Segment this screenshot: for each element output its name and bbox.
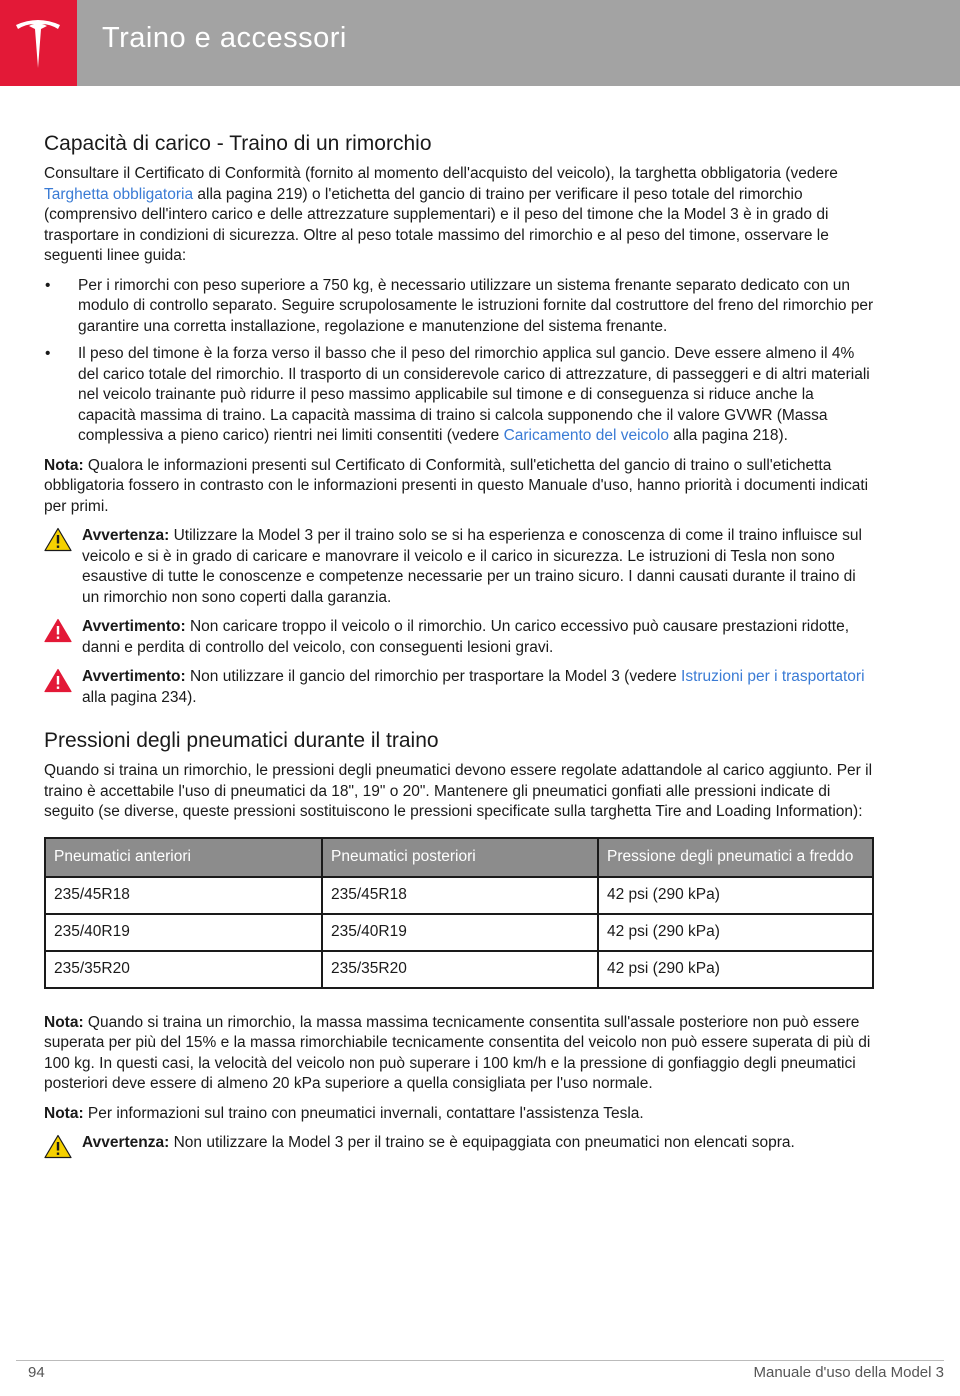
table-header-cell: Pneumatici anteriori bbox=[45, 838, 322, 877]
table-cell: 235/35R20 bbox=[322, 951, 598, 988]
tire-pressure-intro: Quando si traina un rimorchio, le pressioni degli pneumatici devono essere regolate adattandole al carico aggiunto. Per il traino è accettabile l'uso di pneumatici da 18", 19" o 20". Mantenere gli pneumatici gonfiati alle pressioni indicate di seguito (se diverse, queste pressioni sostituiscono le pressioni specificate sulla targhetta Tire and Loading Information): bbox=[44, 762, 873, 820]
table-row bbox=[45, 877, 873, 914]
table-row bbox=[45, 914, 873, 951]
warning-label: Avvertimento: bbox=[82, 668, 186, 685]
page-content bbox=[44, 131, 874, 1163]
tesla-logo-icon bbox=[0, 0, 77, 86]
footer-document-title: Manuale d'uso della Model 3 bbox=[753, 1364, 944, 1381]
note-paragraph: Nota: Quando si traina un rimorchio, la massa massima tecnicamente consentita sull'assale posteriore non può essere superata per più del 15% e la massa rimorchiabile tecnicamente consentita del veicolo non può essere superata di più di 100 kg. In questi casi, la velocità del veicolo non può superare i 100 km/h e la pressione di gonfiaggio degli pneumatici posteriori deve essere di almeno 20 kPa superiore a quella consigliata per l'uso normale. bbox=[44, 1013, 871, 1092]
link-istruzioni-trasportatori[interactable]: Istruzioni per i trasportatori bbox=[681, 668, 865, 685]
note-paragraph: Nota: Per informazioni sul traino con pneumatici invernali, contattare l'assistenza Tesla. bbox=[44, 1104, 644, 1122]
note-label: Nota: bbox=[44, 456, 84, 474]
warning-label: Avvertimento: bbox=[82, 618, 186, 635]
table-cell: 235/40R19 bbox=[322, 914, 598, 951]
bullet-icon: • bbox=[45, 345, 51, 362]
table-header-row bbox=[45, 838, 873, 877]
bullet-icon: • bbox=[45, 276, 51, 294]
caution-callout: Avvertenza: Utilizzare la Model 3 per il traino solo se si ha esperienza e conoscenza di come il traino influisce sul veicolo e si è in grado di caricare e manovrare il veicolo e il carico in sicurezza. Le istruzioni di Tesla non sono esaustive di tutte le conoscenze e competenze necessarie per un traino sicuro. I danni causati durante il traino di un rimorchio non sono coperti dalla garanzia. bbox=[44, 526, 874, 608]
warning-triangle-icon bbox=[44, 668, 72, 693]
caution-label: Avvertenza: bbox=[82, 1134, 170, 1151]
link-caricamento-veicolo[interactable]: Caricamento del veicolo bbox=[503, 427, 669, 444]
note-paragraph: Nota: Qualora le informazioni presenti sul Certificato di Conformità, sull'etichetta del gancio di traino o sull'etichetta obbligatoria fossero in contrasto con le informazioni presenti in questo Manuale d'uso, hanno priorità i documenti indicati per primi. bbox=[44, 456, 869, 515]
page-number: 94 bbox=[28, 1364, 45, 1381]
page-header bbox=[0, 0, 960, 86]
table-cell: 235/40R19 bbox=[45, 914, 322, 951]
footer-divider bbox=[16, 1360, 944, 1361]
header-title: Traino e accessori bbox=[102, 22, 347, 54]
table-cell: 235/45R18 bbox=[45, 877, 322, 914]
warning-callout-overload: Avvertimento: Non caricare troppo il veicolo o il rimorchio. Un carico eccessivo può causare prestazioni ridotte, danni e perdita di controllo del veicolo, con conseguenti lesioni gravi. bbox=[44, 617, 874, 658]
caution-triangle-icon bbox=[44, 1134, 72, 1159]
caution-callout-tires: Avvertenza: Non utilizzare la Model 3 per il traino se è equipaggiata con pneumatici non elencati sopra. bbox=[44, 1133, 874, 1154]
list-item: • Per i rimorchi con peso superiore a 750 kg, è necessario utilizzare un sistema frenante separato dedicato con un modulo di controllo separato. Seguire scrupolosamente le istruzioni fornite dal costruttore del freno del rimorchio per garantire una corretta installazione, regolazione e manutenzione del sistema frenante. bbox=[45, 276, 874, 335]
table-row bbox=[45, 951, 873, 988]
tire-pressure-table bbox=[44, 837, 874, 989]
table-cell: 235/45R18 bbox=[322, 877, 598, 914]
note-label: Nota: bbox=[44, 1104, 84, 1122]
section-title-tire-pressure: Pressioni degli pneumatici durante il traino bbox=[44, 729, 439, 752]
table-cell: 42 psi (290 kPa) bbox=[598, 951, 873, 988]
caution-triangle-icon bbox=[44, 527, 72, 552]
table-cell: 42 psi (290 kPa) bbox=[598, 914, 873, 951]
table-cell: 42 psi (290 kPa) bbox=[598, 877, 873, 914]
note-label: Nota: bbox=[44, 1013, 84, 1031]
warning-triangle-icon bbox=[44, 618, 72, 643]
intro-paragraph: Consultare il Certificato di Conformità (fornito al momento dell'acquisto del veicolo), la targhetta obbligatoria (vedere Targhetta obbligatoria alla pagina 219) o l'etichetta del gancio di traino per verificare il peso totale del rimorchio (comprensivo dell'intero carico e delle attrezzature supplementari) e il peso del timone che la Model 3 è in grado di trasportare in condizioni di sicurezza. Oltre al peso totale massimo del rimorchio e al peso del timone, osservare le seguenti linee guida: bbox=[44, 165, 838, 264]
table-header-cell: Pneumatici posteriori bbox=[322, 838, 598, 877]
guidelines-list bbox=[44, 276, 874, 447]
warning-callout-transport: Avvertimento: Non utilizzare il gancio del rimorchio per trasportare la Model 3 (vedere Istruzioni per i trasportatori alla pagina 234). bbox=[44, 667, 874, 708]
table-header-cell: Pressione degli pneumatici a freddo bbox=[598, 838, 873, 877]
table-cell: 235/35R20 bbox=[45, 951, 322, 988]
caution-label: Avvertenza: bbox=[82, 527, 170, 544]
section-title-towing-capacity: Capacità di carico - Traino di un rimorchio bbox=[44, 132, 432, 155]
list-item: • Il peso del timone è la forza verso il basso che il peso del rimorchio applica sul gancio. Deve essere almeno il 4% del carico totale del rimorchio. Il trasporto di un considerevole carico di attrezzature, di passeggeri e di altri materiali nel veicolo trainante può ridurre il peso massimo applicabile sul timone e di conseguenza si riduce anche la capacità massima di traino. La capacità massima di traino si calcola supponendo che il valore GVWR (Massa complessiva a pieno carico) rientri nei limiti consentiti (vedere Caricamento del veicolo alla pagina 218). bbox=[45, 345, 870, 444]
link-targhetta-obbligatoria[interactable]: Targhetta obbligatoria bbox=[44, 185, 194, 203]
